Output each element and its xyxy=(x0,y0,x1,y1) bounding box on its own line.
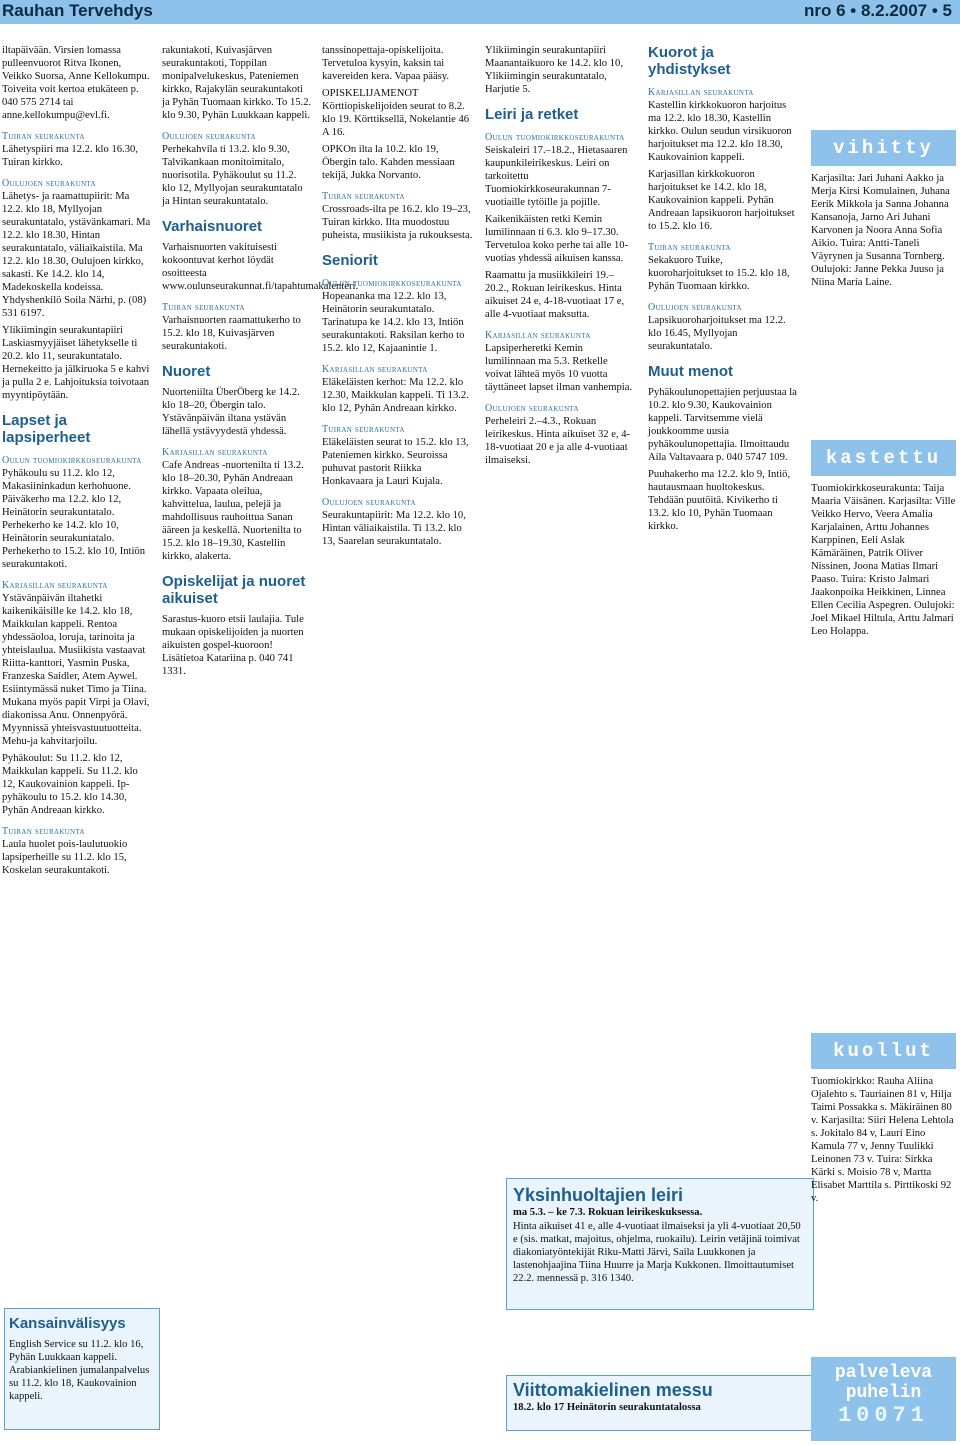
col2-p2: Perhekahvila ti 13.2. klo 9.30, Talvikankaan monitoimitalo, nuorisotila. Pyhäkoulut su 11.2. klo 12, Myllyojan seurakuntatalo ja Hintan seurakuntatalo. xyxy=(162,144,303,207)
pv-line1: palveleva xyxy=(834,1363,933,1383)
col4-p6: Perheleiri 2.–4.3., Rokuan leirikeskus. Hinta aikuiset 32 e, 4-18-vuotiaat 20 e ja alle 4-vuotiaat ilmaiseksi. xyxy=(485,416,631,466)
col2-p4: Varhaisnuorten raamattukerho to 15.2. klo 18, Kuivasjärven seurakuntakoti. xyxy=(162,315,301,352)
col4-p5: Lapsiperheretki Kemin lumilinnaan ma 5.3. Retkelle voivat lähteä myös 10 vuotta täyttäneet lapset ilman vanhempia. xyxy=(485,343,633,393)
box-text: Hinta aikuiset 41 e, alle 4-vuotiaat ilmaiseksi ja yli 4-vuotiaat 20,50 e (sis. matkat, majoitus, ohjelma, ruokailu). Leirin vetäjinä toimivat diakoniatyöntekijät Riku-Matti Järvi, Saila Luukkonen ja lastenohjaajina Tiina Huurre ja Marja Kukkonen. Ilmoittautumiset 22.2. mennessä p. 316 1340. xyxy=(513,1221,801,1284)
col5-p3: Sekakuoro Tuike, kuoroharjoitukset to 15.2. klo 18, Pyhän Tuomaan kirkko. xyxy=(648,255,790,292)
section-heading: Nuoret xyxy=(162,363,211,380)
pv-line2: puhelin xyxy=(845,1383,922,1403)
org-label: Karjasillan seurakunta xyxy=(485,330,591,341)
section-heading: Opiskelijat ja nuoret aikuiset xyxy=(162,573,306,607)
col3-p3: OPKOn ilta la 10.2. klo 19, Öbergin talo. Kahden messiaan tekijä, Jukka Norvanto. xyxy=(322,144,455,181)
col2-p5: Nuorteniilta ÜberÖberg ke 14.2. klo 18–20, Öbergin talo. Ystävänpäivän iltana ystävän lähellä ystävyydestä yhdessä. xyxy=(162,387,300,437)
issue-info: nro 6 • 8.2.2007 • 5 xyxy=(804,1,952,20)
org-label: Karjasillan seurakunta xyxy=(322,364,428,375)
kuollut-list: Tuomiokirkko: Rauha Aliina Ojalehto s. Tauriainen 81 v, Hilja Taimi Possakka s. Mäkiräinen 80 v. Karjasilta: Siiri Helena Lehtola s. Jokitalo 84 v, Lauri Eino Kamula 77 v, Jenny Tuulikki Leinonen 73 v. Tuira: Sirkka Kärki s. Moisio 78 v, Martta Elisabet Marttila s. Pirttikoski 92 v. xyxy=(811,1076,954,1204)
col1-p5: Ystävänpäivän iltahetki kaikenikäisille ke 14.2. klo 18, Maikkulan kappeli. Rentoa yhdessäoloa, loruja, tarinoita ja yhteislaulua. Musiikista vastaavat Riitta-kanttori, Yasmin Puska, Franzeska Saidler, Atem Aywel. Esiintymässä nuket Timo ja Tiina. Mukana myös papit Virpi ja Olavi, diakonissa Anu. Onnenpyörä. Myynnissä yhteisvastuutuotteita. Mehu-ja kahvitarjoilu. xyxy=(2,593,150,747)
org-label: Oulujoen seurakunta xyxy=(322,497,416,508)
org-label: Oulujoen seurakunta xyxy=(162,131,256,142)
col1-p6: Pyhäkoulut: Su 11.2. klo 12, Maikkulan kappeli. Su 11.2. klo 12, Kaukovainion kappeli. Ip-pyhäkoulu to 15.2. klo 14.30, Pyhän Andreaan kirkko. xyxy=(2,753,138,816)
pv-number: 10071 xyxy=(837,1403,929,1428)
section-heading: Leiri ja retket xyxy=(485,106,579,123)
org-label: Tuiran seurakunta xyxy=(322,191,405,202)
org-label: Karjasillan seurakunta xyxy=(2,580,108,591)
column-5 xyxy=(648,44,800,533)
vihitty-banner: vihitty xyxy=(811,130,956,166)
col4-p4: Raamattu ja musiikkileiri 19.–20.2., Rokuan leirikeskus. Hinta aikuiset 24 e, 4-18-vuotiaat 17 e, alle 4-vuotiaat maksutta. xyxy=(485,270,625,320)
viittomakielinen-messu-box xyxy=(506,1375,814,1431)
org-label: Tuiran seurakunta xyxy=(648,242,731,253)
org-label: Oulun tuomiokirkkoseurakunta xyxy=(485,132,625,143)
col2-p3: Varhaisnuorten vakituisesti kokoontuvat kerhot löydät osoitteesta www.oulunseurakunnat.fi/tapahtumakalenteri. xyxy=(162,242,359,292)
org-label: Karjasillan seurakunta xyxy=(162,447,268,458)
col3-p6: Eläkeläisten kerhot: Ma 12.2. klo 12.30, Maikkulan kappeli. Ti 13.2. klo 12, Pyhän Andreaan kirkko. xyxy=(322,377,469,414)
kansainvalisyys-box xyxy=(4,1308,160,1430)
org-label: Tuiran seurakunta xyxy=(2,131,85,142)
kastettu-list: Tuomiokirkkoseurakunta: Taija Maaria Väisänen. Karjasilta: Ville Veikko Hervo, Veera Amalia Karjalainen, Arttu Johannes Karppinen, Eeli Aslak Kämäräinen, Patrik Oliver Nissinen, Joona Matias Ilmari Paaso. Tuira: Kristo Jalmari Jaakonpoika Heikkinen, Linnea Ellen Cecilia Aspegren. Oulujoki: Joel Mikael Hiltula, Arttu Jalmari Leo Holappa. xyxy=(811,483,956,637)
col5-p1: Kastellin kirkkokuoron harjoitus ma 12.2. klo 18.30, Kastellin kirkko. Oulun seudun virsikuoron harjoitukset ma 12.2. klo 18.30, Kaukovainion kappeli. xyxy=(648,100,792,163)
vihitty-list: Karjasilta: Jari Juhani Aakko ja Merja Kirsi Komulainen, Juhana Eerik Mikkola ja Sanna Johanna Kansanoja, Jarno Ari Juhani Karvonen ja Noora Anna Sofia Aikio. Tuira: Antti-Taneli Väyrynen ja Susanna Tornberg. Oulujoki: Janne Pekka Juuso ja Niina Maria Laine. xyxy=(811,173,950,288)
section-heading: Kuorot ja yhdistykset xyxy=(648,44,731,78)
col2-p1: rakuntakoti, Kuivasjärven seurakuntakoti, Toppilan monipalvelukeskus, Pateniemen kirkko, Rajakylän seurakuntakoti ja Pyhän Tuomaan kirkko. To 15.2. klo 9.30, Pyhän Luukkaan kappeli. xyxy=(162,45,312,121)
page-header xyxy=(0,0,960,24)
col4-p2: Seiskaleiri 17.–18.2., Hietasaaren kaupunkileirikeskus. Leiri on tarkoitettu Tuomiokirkkoseurakunnan 7-vuotiaille tytöille ja pojille. xyxy=(485,145,628,208)
section-heading: Varhaisnuoret xyxy=(162,218,263,235)
col2-p6: Cafe Andreas -nuortenilta ti 13.2. klo 18–20.30, Pyhän Andreaan kirkko. Vapaata oleilua, kahvittelua, laulua, pelejä ja mahdollisuus rauhoittua Sanan ääreen ja keskellä. Nuortenilta to 15.2. klo 18–19.30, Kastellin kirkko, alakerta. xyxy=(162,460,304,562)
org-label: Oulujoen seurakunta xyxy=(485,403,579,414)
org-label: Tuiran seurakunta xyxy=(2,826,85,837)
col5-p4: Lapsikuoroharjoitukset ma 12.2. klo 16.45, Myllyojan seurakuntatalo. xyxy=(648,315,786,352)
col1-intro: iltapäivään. Virsien lomassa pulleenvuorot Ritva Ikonen, Veikko Suorsa, Anne Kellokumpu. Toiveita voit kertoa etukäteen p. 040 575 2714 tai anne.kellokumpu@evl.fi. xyxy=(2,45,150,121)
col5-p6: Puuhakerho ma 12.2. klo 9, Intiö, hautausmaan huoltokeskus. Tehdään puutöitä. Kivikerho ti 13.2. klo 10, Pyhän Tuomaan kirkko. xyxy=(648,469,791,532)
yksinhuoltajien-leiri-box xyxy=(506,1178,814,1310)
org-label: Oulujoen seurakunta xyxy=(648,302,742,313)
col3-p4: Crossroads-ilta pe 16.2. klo 19–23, Tuiran kirkko. Ilta muodostuu puheista, musiikista ja rukouksesta. xyxy=(322,204,473,241)
col3-p5: Hopeananka ma 12.2. klo 13, Heinätorin seurakuntatalo. Tarinatupa ke 14.2. klo 13, Intiön seurakuntakoti. Raksilan kerho to 15.2. klo 12, Kajaanintie 1. xyxy=(322,291,465,354)
section-heading: Seniorit xyxy=(322,252,378,269)
col1-p3: Ylikiimingin seurakuntapiiri Laskiasmyyjäiset lähetykselle ti 20.2. klo 11, seurakuntatalo. Hernekeitto ja jälkiruoka 5 e kahvi ja pulla 2 e. Lahjoituksia toivotaan myyntipöytään. xyxy=(2,325,150,401)
org-label: Karjasillan seurakunta xyxy=(648,87,754,98)
org-label: Tuiran seurakunta xyxy=(162,302,245,313)
col3-p2: OPISKELIJAMENOT Körttiopiskelijoiden seurat to 8.2. klo 19. Körttiksellä, Nokelantie 46 A 16. xyxy=(322,88,470,138)
kastettu-banner: kastettu xyxy=(811,440,956,476)
col1-p7: Laula huolet pois-laulutuokio lapsiperheille su 11.2. klo 15, Koskelan seurakuntakoti. xyxy=(2,839,128,876)
col1-p1: Lähetyspiiri ma 12.2. klo 16.30, Tuiran kirkko. xyxy=(2,144,138,168)
kv-text: English Service su 11.2. klo 16, Pyhän Luukkaan kappeli. Arabiankielinen jumalanpalvelus su 11.2. klo 18, Kaukovainion kappeli. xyxy=(9,1339,150,1402)
section-heading: Kansainvälisyys xyxy=(9,1315,126,1332)
column-1 xyxy=(2,44,152,877)
col4-p1: Ylikiimingin seurakuntapiiri Maanantaikuoro ke 14.2. klo 10, Ylikiimingin seurakuntatalo, Harjutie 5. xyxy=(485,45,623,95)
col3-p8: Seurakuntapiirit: Ma 12.2. klo 10, Hintan väliaikaistila. Ti 13.2. klo 13, Saarelan seurakuntatalo. xyxy=(322,510,466,547)
col1-p2: Lähetys- ja raamattupiirit: Ma 12.2. klo 18, Myllyojan seurakuntatalo, ystävänkamari. Ma 12.2. klo 18.30, Hintan seurakuntatalo, väliaikaistila. Ma 12.2. klo 18.30, Oulujoen kirkko, sakasti. Ke 14.2. klo 14, Madekoskella kodeissa. Yhdyshenkilö Soila Närhi, p. (08) 531 6197. xyxy=(2,191,151,319)
col5-p2: Karjasillan kirkkokuoron harjoitukset ke 14.2. klo 18, Kaukovainion kappeli. Pyhän Andreaan lapsikuoron harjoitukset to 15.2. klo 16. xyxy=(648,169,795,232)
kuollut-banner: kuollut xyxy=(811,1033,956,1069)
org-label: Oulun tuomiokirkkoseurakunta xyxy=(2,455,142,466)
org-label: Oulujoen seurakunta xyxy=(2,178,96,189)
col5-p5: Pyhäkoulunopettajien perjuustaa la 10.2. klo 9.30, Kaukovainion kappeli. Tarvitsemme vielä joukkoomme uusia pyhäkoulunopettajia. Ilmoittaudu Aila Valtavaara p. 040 5747 109. xyxy=(648,387,797,463)
col3-p1: tanssinopettaja-opiskelijoita. Tervetuloa kysyin, kaksin tai kavereiden kera. Vapaa pääsy. xyxy=(322,45,450,82)
box-title: Viittomakielinen messu xyxy=(513,1380,713,1400)
col2-p7: Sarastus-kuoro etsii laulajia. Tule mukaan opiskelijoiden ja nuorten aikuisten gospel-kuoroon! Lisätietoa Katariina p. 040 741 1331. xyxy=(162,614,304,677)
org-label: Oulun tuomiokirkkoseurakunta xyxy=(322,278,462,289)
box-text: 18.2. klo 17 Heinätorin seurakuntatalossa xyxy=(513,1402,701,1413)
col4-p3: Kaikenikäisten retki Kemin lumilinnaan ti 6.3. klo 9–17.30. Tervetuloa koko perhe tai alle 10-vuotias yhdessä aikuisen kanssa. xyxy=(485,214,629,264)
col3-p7: Eläkeläisten seurat to 15.2. klo 13, Pateniemen kirkko. Seuroissa puhuvat pastorit Riikka Honkavaara ja Lauri Kujala. xyxy=(322,437,469,487)
column-4 xyxy=(485,44,635,467)
section-heading: Lapset ja lapsiperheet xyxy=(2,412,91,446)
palveleva-puhelin-box xyxy=(811,1357,956,1441)
org-label: Tuiran seurakunta xyxy=(322,424,405,435)
box-subtitle: ma 5.3. – ke 7.3. Rokuan leirikeskuksessa. xyxy=(513,1207,703,1218)
section-heading: Muut menot xyxy=(648,363,733,380)
newspaper-title: Rauhan Tervehdys xyxy=(2,1,153,20)
box-title: Yksinhuoltajien leiri xyxy=(513,1185,684,1205)
column-3 xyxy=(322,44,474,548)
col1-p4: Pyhäkoulu su 11.2. klo 12, Makasiininkadun kerhohuone. Päiväkerho ma 12.2. klo 12, Heinätorin seurakuntatalo. Perhekerho ke 14.2. klo 10, Heinätorin seurakuntatalo. Perhekerho to 15.2. klo 10, Intiön seurakuntakoti. xyxy=(2,468,145,570)
